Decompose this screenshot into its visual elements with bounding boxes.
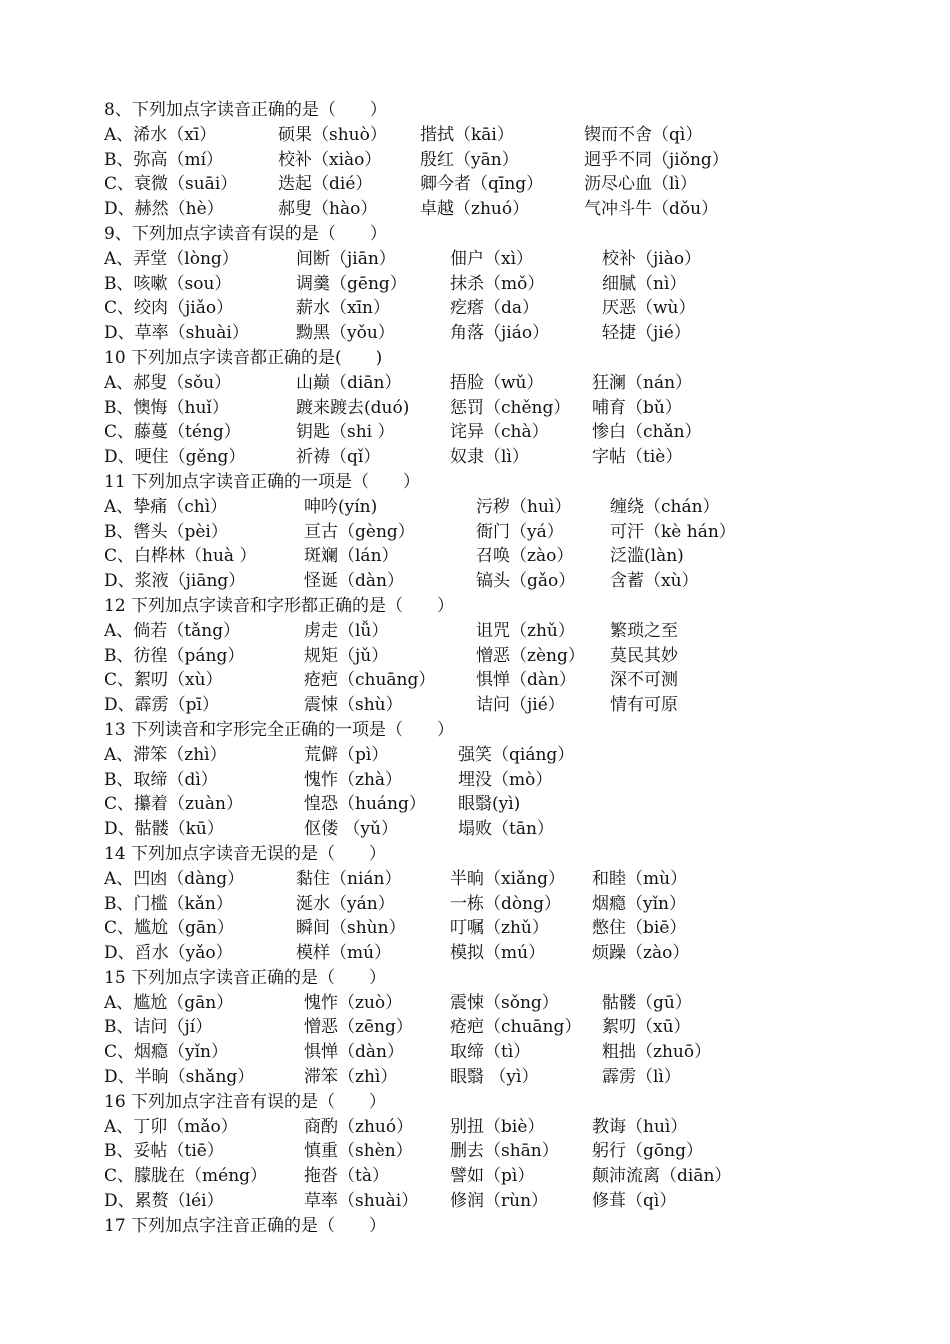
option-item: 卓越（zhuó） (420, 199, 530, 220)
option-item: 可汗（kè hán） (610, 521, 736, 542)
option-label: A、挚痛（chì） (104, 496, 228, 517)
question-title: 16 下列加点字注音有误的是（ ） (104, 1091, 387, 1112)
option-item: 钥匙（shi ） (296, 422, 395, 443)
option-label: A、尴尬（gān） (104, 992, 234, 1013)
option-label: C、绞肉（jiǎo） (104, 298, 234, 319)
option-label: B、弥高（mí） (104, 149, 224, 170)
option-label: C、攥着（zuàn） (104, 794, 243, 815)
option-item: 诅咒（zhǔ） (476, 620, 575, 641)
option-item: 眼翳 （yì） (450, 1067, 539, 1088)
option-item: 滞笨（zhì） (304, 1067, 398, 1088)
option-item: 叮嘱（zhǔ） (450, 918, 549, 939)
option-row (104, 867, 924, 892)
option-label: D、半晌（shǎng） (104, 1067, 255, 1088)
option-item: 情有可原 (610, 695, 678, 716)
option-item: 取缔（tì） (450, 1042, 531, 1063)
option-row (104, 892, 924, 917)
option-label: B、咳嗽（sou） (104, 273, 232, 294)
option-item: 角落（jiáo） (450, 323, 550, 344)
option-item: 瞬间（shùn） (296, 918, 406, 939)
option-item: 愧怍（zuò） (304, 992, 403, 1013)
option-label: B、辔头（pèi） (104, 521, 228, 542)
option-item: 憎恶（zèng） (476, 645, 585, 666)
question-title: 11 下列加点字读音正确的一项是（ ） (104, 471, 421, 492)
option-item: 半晌（xiǎng） (450, 868, 565, 889)
option-item: 惧惮（dàn） (476, 670, 576, 691)
option-label: B、妥帖（tiē） (104, 1141, 224, 1162)
option-item: 烟瘾（yǐn） (592, 893, 686, 914)
option-item: 模样（mú） (296, 943, 392, 964)
option-item: 疮疤（chuāng） (304, 670, 436, 691)
option-item: 校补（jiào） (602, 248, 702, 269)
option-item: 细腻（nì） (602, 273, 687, 294)
option-row (104, 296, 924, 321)
option-row (104, 197, 924, 222)
question-title: 15 下列加点字读音正确的是（ ） (104, 967, 387, 988)
option-label: D、骷髅（kū） (104, 819, 224, 840)
option-item: 呻吟(yín) (304, 496, 378, 517)
option-item: 絮叨（xū） (602, 1017, 691, 1038)
option-item: 厌恶（wù） (602, 298, 696, 319)
option-row (104, 148, 924, 173)
option-item: 删去（shān） (450, 1141, 559, 1162)
option-item: 拖沓（tà） (304, 1166, 389, 1187)
option-item: 强笑（qiáng） (458, 744, 575, 765)
option-row (104, 520, 924, 545)
option-row (104, 619, 924, 644)
option-item: 衙门（yá） (476, 521, 564, 542)
option-label: C、尴尬（gān） (104, 918, 234, 939)
option-item: 殷红（yān） (420, 149, 519, 170)
option-row (104, 817, 924, 842)
option-row (104, 916, 924, 941)
option-label: B、门槛（kǎn） (104, 893, 233, 914)
option-row (104, 792, 924, 817)
option-row (104, 544, 924, 569)
option-row (104, 768, 924, 793)
option-item: 一栋（dòng） (450, 893, 561, 914)
option-item: 泛滥(làn) (610, 546, 684, 567)
option-item: 怪诞（dàn） (304, 571, 404, 592)
option-label: C、衰微（suāi） (104, 174, 238, 195)
option-item: 烦躁（zào） (592, 943, 690, 964)
option-item: 譬如（pì） (450, 1166, 535, 1187)
option-row (104, 420, 924, 445)
option-item: 慎重（shèn） (304, 1141, 413, 1162)
option-item: 伛偻 （yǔ） (304, 819, 398, 840)
option-item: 惶恐（huáng） (304, 794, 426, 815)
option-item: 荒僻（pì） (304, 744, 389, 765)
option-item: 镐头（gǎo） (476, 571, 576, 592)
question-title: 10 下列加点字读音都正确的是( ) (104, 347, 383, 368)
option-item: 哺育（bǔ） (592, 397, 682, 418)
option-item: 奴隶（lì） (450, 447, 529, 468)
option-label: B、诘问（jí） (104, 1017, 213, 1038)
option-item: 山巅（diān） (296, 372, 402, 393)
question-sheet (104, 98, 924, 1239)
option-row (104, 272, 924, 297)
option-item: 惩罚（chěng） (450, 397, 571, 418)
option-row (104, 1189, 924, 1214)
option-item: 惧惮（dàn） (304, 1042, 404, 1063)
option-item: 震悚（sǒng） (450, 992, 559, 1013)
option-item: 草率（shuài） (304, 1191, 419, 1212)
option-item: 斑斓（lán） (304, 546, 399, 567)
option-item: 惨白（chǎn） (592, 422, 702, 443)
option-row (104, 693, 924, 718)
option-label: A、浠水（xī） (104, 124, 217, 145)
option-item: 修润（rùn） (450, 1191, 549, 1212)
option-item: 抹杀（mǒ） (450, 273, 545, 294)
option-row (104, 668, 924, 693)
option-row (104, 371, 924, 396)
question-title: 14 下列加点字读音无误的是（ ） (104, 843, 387, 864)
option-item: 间断（jiān） (296, 248, 396, 269)
option-item: 调羹（gēng） (296, 273, 407, 294)
option-item: 轻捷（jié） (602, 323, 691, 344)
option-row (104, 1040, 924, 1065)
option-label: A、弄堂（lòng） (104, 248, 239, 269)
option-item: 诘问（jié） (476, 695, 565, 716)
option-item: 颠沛流离（diān） (592, 1166, 732, 1187)
option-label: D、浆液（jiāng） (104, 571, 246, 592)
option-item: 疮疤（chuāng） (450, 1017, 582, 1038)
option-item: 修葺（qì） (592, 1191, 677, 1212)
option-item: 狂澜（nán） (592, 372, 693, 393)
option-item: 黏住（nián） (296, 868, 402, 889)
question-title: 13 下列读音和字形完全正确的一项是（ ） (104, 719, 455, 740)
option-item: 涎水（yán） (296, 893, 395, 914)
option-item: 含蓄（xù） (610, 571, 699, 592)
option-item: 缠绕（chán） (610, 496, 720, 517)
option-item: 揩拭（kāi） (420, 124, 514, 145)
option-label: C、朦胧在（méng） (104, 1166, 268, 1187)
option-label: A、滞笨（zhì） (104, 744, 227, 765)
option-item: 震悚（shù） (304, 695, 403, 716)
option-label: C、藤蔓（téng） (104, 422, 241, 443)
option-item: 佃户（xì） (450, 248, 534, 269)
option-item: 规矩（jǔ） (304, 645, 389, 666)
option-item: 霹雳（lì） (602, 1067, 681, 1088)
option-item: 粗拙（zhuō） (602, 1042, 712, 1063)
option-label: C、絮叨（xù） (104, 670, 223, 691)
option-item: 憎恶（zēng） (304, 1017, 413, 1038)
option-label: D、霹雳（pī） (104, 695, 219, 716)
option-item: 模拟（mú） (450, 943, 546, 964)
option-item: 商酌（zhuó） (304, 1116, 414, 1137)
option-item: 憋住（biē） (592, 918, 687, 939)
option-label: A、凹凼（dàng） (104, 868, 245, 889)
option-item: 躬行（gōng） (592, 1141, 703, 1162)
option-row (104, 445, 924, 470)
option-label: D、舀水（yǎo） (104, 943, 233, 964)
option-row (104, 321, 924, 346)
option-item: 卿今者（qīng） (420, 174, 544, 195)
option-item: 教诲（huì） (592, 1116, 688, 1137)
option-item: 深不可测 (610, 670, 678, 691)
option-item: 字帖（tiè） (592, 447, 683, 468)
option-item: 莫民其妙 (610, 645, 678, 666)
option-item: 迭起（dié） (278, 174, 373, 195)
option-row (104, 247, 924, 272)
option-row (104, 1139, 924, 1164)
option-item: 祈祷（qǐ） (296, 447, 381, 468)
question-title: 8、下列加点字读音正确的是（ ） (104, 100, 387, 120)
option-row (104, 396, 924, 421)
question-title: 12 下列加点字读音和字形都正确的是（ ） (104, 595, 455, 616)
option-label: A、倘若（tǎng） (104, 620, 241, 641)
option-row (104, 123, 924, 148)
option-item: 诧异（chà） (450, 422, 549, 443)
option-row (104, 569, 924, 594)
option-item: 别扭（biè） (450, 1116, 545, 1137)
option-item: 和睦（mù） (592, 868, 688, 889)
option-item: 疙瘩（da） (450, 298, 540, 319)
option-row (104, 1164, 924, 1189)
option-row (104, 644, 924, 669)
option-item: 捂脸（wǔ） (450, 372, 544, 393)
option-row (104, 941, 924, 966)
option-label: B、彷徨（páng） (104, 645, 245, 666)
option-item: 召唤（zào） (476, 546, 574, 567)
option-label: C、烟瘾（yǐn） (104, 1042, 228, 1063)
option-item: 黝黑（yǒu） (296, 323, 395, 344)
option-item: 塌败（tān） (458, 819, 554, 840)
option-row (104, 172, 924, 197)
option-label: B、取缔（dì） (104, 769, 218, 790)
option-item: 骷髅（gū） (602, 992, 692, 1013)
option-item: 郝叟（hào） (278, 199, 378, 220)
option-item: 眼翳(yì) (458, 794, 521, 815)
option-item: 气冲斗牛（dǒu） (584, 199, 719, 220)
option-item: 埋没（mò） (458, 769, 553, 790)
option-row (104, 1065, 924, 1090)
option-item: 污秽（huì） (476, 496, 572, 517)
option-label: D、赫然（hè） (104, 199, 224, 220)
option-item: 锲而不舍（qì） (584, 124, 703, 145)
option-row (104, 743, 924, 768)
option-item: 沥尽心血（lì） (584, 174, 697, 195)
question-title: 17 下列加点字注音正确的是（ ） (104, 1215, 387, 1236)
option-item: 薪水（xīn） (296, 298, 390, 319)
option-label: C、白桦林（huà ） (104, 546, 257, 567)
option-label: A、丁卯（mǎo） (104, 1116, 238, 1137)
option-item: 亘古（gèng） (304, 521, 415, 542)
option-item: 繁琐之至 (610, 620, 678, 641)
option-row (104, 991, 924, 1016)
option-label: D、草率（shuài） (104, 323, 249, 344)
question-title: 9、下列加点字读音有误的是（ ） (104, 223, 387, 244)
option-item: 踱来踱去(duó) (296, 397, 410, 418)
option-label: B、懊悔（huǐ） (104, 397, 229, 418)
option-item: 愧怍（zhà） (304, 769, 403, 790)
option-item: 迥乎不同（jiǒng） (584, 149, 729, 170)
option-row (104, 1015, 924, 1040)
option-row (104, 495, 924, 520)
option-item: 虏走（lǚ） (304, 620, 389, 641)
option-label: A、郝叟（sǒu） (104, 372, 232, 393)
option-item: 硕果（shuò） (278, 124, 387, 145)
option-label: D、累赘（léi） (104, 1191, 224, 1212)
option-item: 校补（xiào） (278, 149, 382, 170)
option-label: D、哽住（gěng） (104, 447, 246, 468)
option-row (104, 1115, 924, 1140)
